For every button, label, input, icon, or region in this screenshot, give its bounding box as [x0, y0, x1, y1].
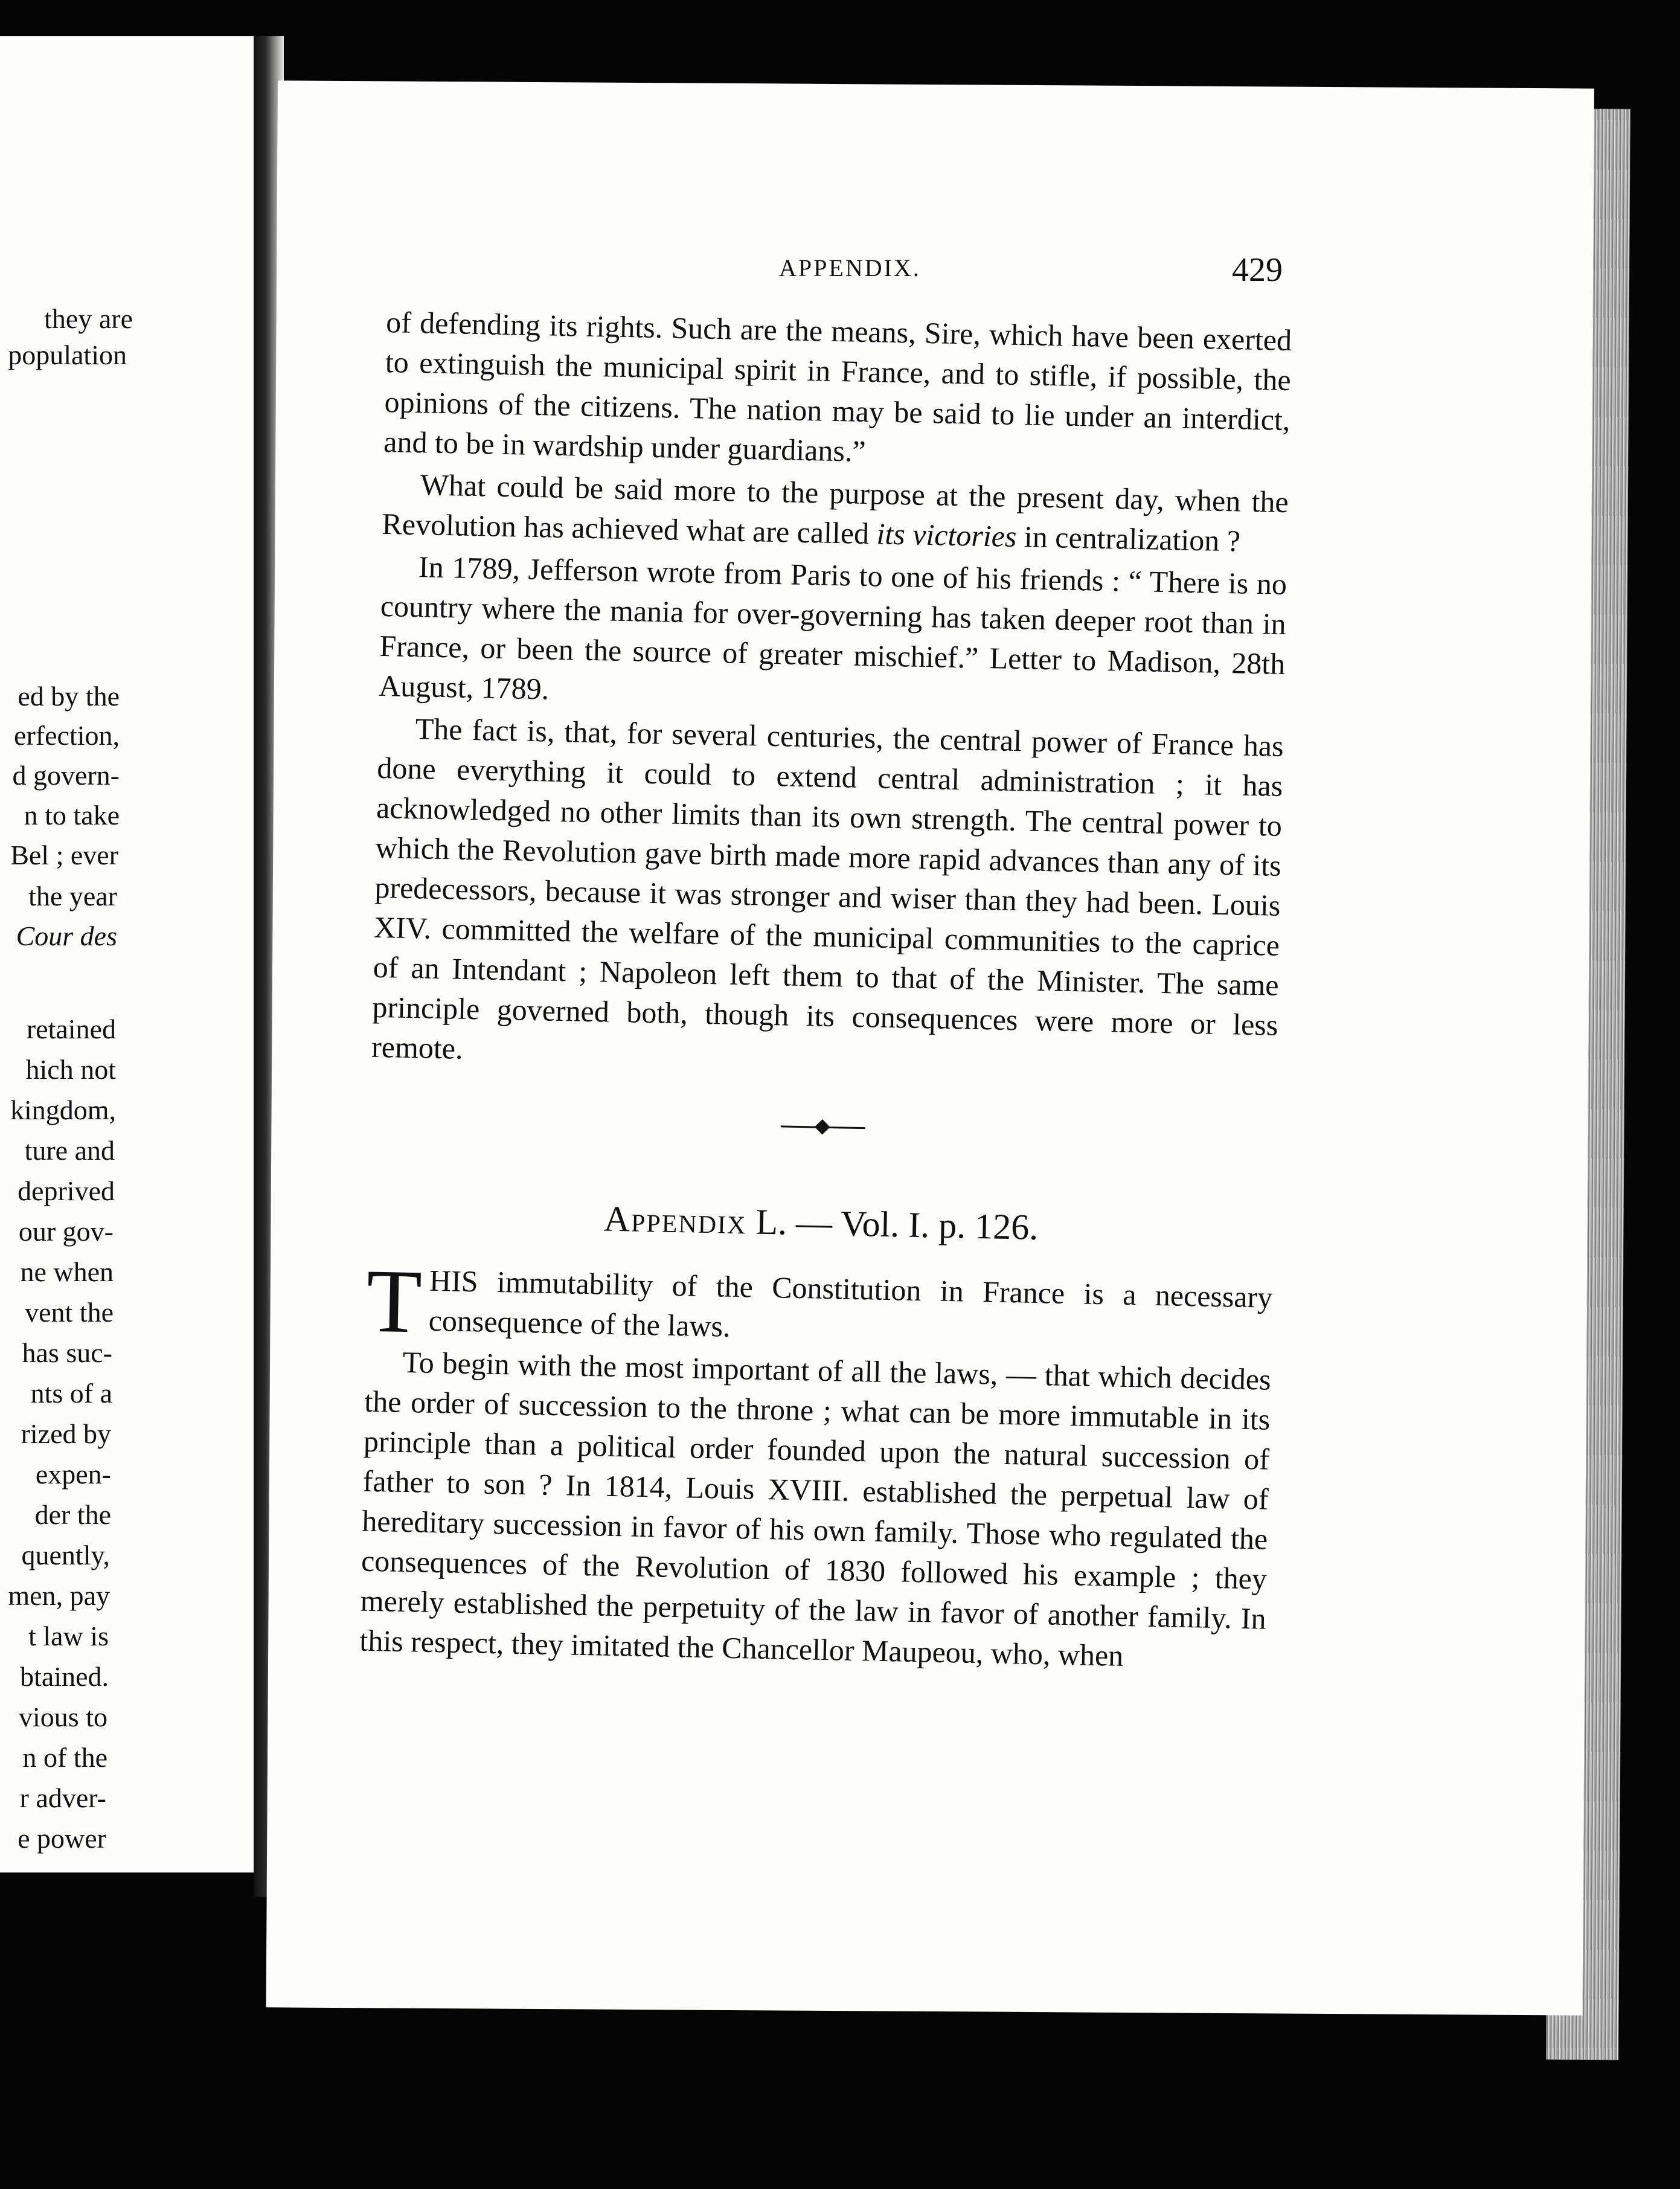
left-line: btained.: [20, 1661, 109, 1692]
left-line: quently,: [21, 1540, 110, 1570]
left-line: d govern-: [12, 760, 120, 791]
left-line: kingdom,: [10, 1094, 116, 1125]
paragraph-text: in centralization ?: [1016, 519, 1241, 558]
left-line: rized by: [21, 1418, 111, 1449]
left-line: men, pay: [8, 1580, 110, 1611]
left-line: expen-: [35, 1459, 111, 1490]
heading-label: Appendix: [603, 1198, 748, 1242]
paragraph: [365, 1250, 1273, 1357]
paragraph-text: HIS immutability of the Constitution in France is a necessary consequence of the laws.: [428, 1263, 1273, 1343]
left-line: vent the: [25, 1297, 114, 1328]
left-line: erfection,: [14, 720, 120, 751]
paragraph-text: What could be said more to the purpose at the present day, when the Revolution has achieved what are called: [382, 468, 1289, 551]
left-line: ture and: [24, 1135, 115, 1166]
left-line: deprived: [18, 1175, 115, 1206]
left-line: Bel ; ever: [10, 840, 118, 870]
left-line: der the: [34, 1499, 111, 1530]
paragraph: The fact is, that, for several centuries, the central power of France has done everything it could to extend central administration ; it has acknowledged no other limits than its own strength. The central power to which the Revolution gave birth made more rapid advances than any of its predecessors, because it was stronger and wiser than they had been. Louis XIV. committed the welfare of the municipal communities to the caprice of an Intendant ; Napoleon left them to that of the Minister. The same principle governed both, though its consequences were more or less remote.: [371, 712, 1284, 1066]
running-head: APPENDIX.: [779, 254, 921, 281]
page-body: [359, 302, 1292, 1679]
left-line: has suc-: [22, 1337, 112, 1368]
drop-cap: T: [365, 1250, 423, 1352]
left-line: n of the: [22, 1742, 107, 1773]
left-line: n to take: [24, 800, 120, 831]
left-line: population: [8, 339, 127, 370]
left-line: Cour des: [16, 921, 117, 951]
paragraph: [382, 464, 1289, 562]
paragraph: To begin with the most important of all the laws, — that which decides the order of succession to the throne ; what can be more immutable in its principle than a political order founded upon the natural succession of father to son ? In 1814, Louis XVIII. established the perpetual law of hereditary succession in favor of his own family. Those who regulated the consequences of the Revolution of 1830 followed his example ; they merely established the perpetuity of the law in favor of another family. In this respect, they imitated the Chancellor Maupeou, who, when: [359, 1345, 1272, 1673]
section-heading: [368, 1194, 1274, 1253]
paragraph: In 1789, Jefferson wrote from Paris to one of his friends : “ There is no country where the mania for over-governing has taken deeper root than in France, or been the source of greater mischief.” Letter to Madison, 28th August, 1789.: [378, 550, 1287, 706]
paragraph: of defending its rights. Such are the means, Sire, which have been exerted to extinguish the municipal spirit in France, and to stifle, if possible, the opinions of the citizens. The nation may be said to lie under an interdict, and to be in wardship under guardians.”: [383, 304, 1292, 468]
left-line: they are: [44, 303, 133, 334]
left-line: our gov-: [18, 1216, 114, 1247]
left-line: the year: [28, 881, 117, 911]
left-line: vious to: [19, 1702, 107, 1732]
left-line: nts of a: [30, 1378, 112, 1409]
italic-phrase: its victories: [876, 516, 1018, 554]
left-line: ed by the: [18, 681, 120, 712]
section-ornament: [780, 1117, 865, 1137]
heading-reference: L. — Vol. I. p. 126.: [755, 1201, 1039, 1247]
left-facing-page: [0, 36, 257, 1872]
left-line: t law is: [28, 1621, 109, 1651]
left-line: e power: [18, 1823, 106, 1854]
left-line: r adver-: [19, 1782, 106, 1813]
page-number: 429: [1232, 251, 1283, 289]
left-line: hich not: [25, 1054, 116, 1085]
left-line: retained: [26, 1014, 116, 1044]
left-line: ne when: [20, 1256, 114, 1287]
